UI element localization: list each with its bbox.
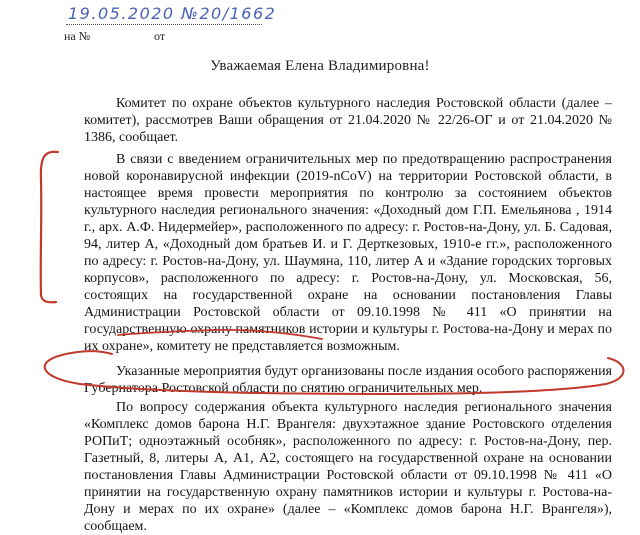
paragraph-restrictions: В связи с введением ограничительных мер по предотвращению распространения новой коронавирусной инфекции (2019-nCoV) на территории Ростовской области, в настоящее время провести мероприятия по контролю за состоянием объектов культурного наследия регионального значения: «Доходный дом Г.П. Емельянова , 1914 г., арх. А.Ф. Нидермейер», расположенного по адресу: г. Ростов-на-Дону, ул. Б. Садовая, 94, литер А, «Доходный дом братьев И. и Г. Дерткезовых, 1910-е гг.», расположенного по адресу: г. Ростов-на-Дону, ул. Шаумяна, 110, литер А и «Здание городских торговых корпусов», расположенного по адресу: г. Ростов-на-Дону, ул. Московская, 56, состоящих на государственной охране на основании постановления Главы Администрации Ростовской области от 09.10.1998 № 411 «О принятии на государственную охрану памятников истории и культуры г. Ростова-на-Дону и мерах по их охране», комитету не представляется возможным. (84, 152, 612, 354)
reference-date-label: от (154, 29, 166, 43)
paragraph-wrangel-complex: По вопросу содержания объекта культурного наследия регионального значения «Комплекс домов барона Н.Г. Врангеля: двухэтажное здание Ростовского отделения РОПиТ; одноэтажный особняк», расположенного по адресу: г. Ростов-на-Дону, пер. Газетный, 8, литеры А, А1, А2, состоящего на государственной охране на основании постановления Главы Администрации Ростовской области от 09.10.1998 № 411 «О принятии на государственную охрану памятников истории и культуры г. Ростова-на-Дону и мерах по их охране» (далее – «Комплекс домов барона Н.Г. Врангеля»), сообщаем. (84, 400, 612, 534)
paragraph-intro: Комитет по охране объектов культурного наследия Ростовской области (далее – комитет), рассмотрев Ваши обращения от 21.04.2020 № 22/26-ОГ и от 21.04.2020 № 1386, сообщает. (84, 96, 612, 145)
registration-underline (66, 24, 262, 25)
paragraph-events: Указанные мероприятия будут организованы после издания особого распоряжения Губернатора Ростовской области по снятию ограничительных мер. (84, 364, 612, 396)
greeting: Уважаемая Елена Владимировна! (210, 58, 430, 74)
red-bracket-mark (41, 152, 58, 303)
reference-number-label: на № (64, 29, 91, 43)
handwritten-registration-number: 19.05.2020 №20/1662 (68, 4, 277, 23)
letter-body (84, 95, 612, 535)
